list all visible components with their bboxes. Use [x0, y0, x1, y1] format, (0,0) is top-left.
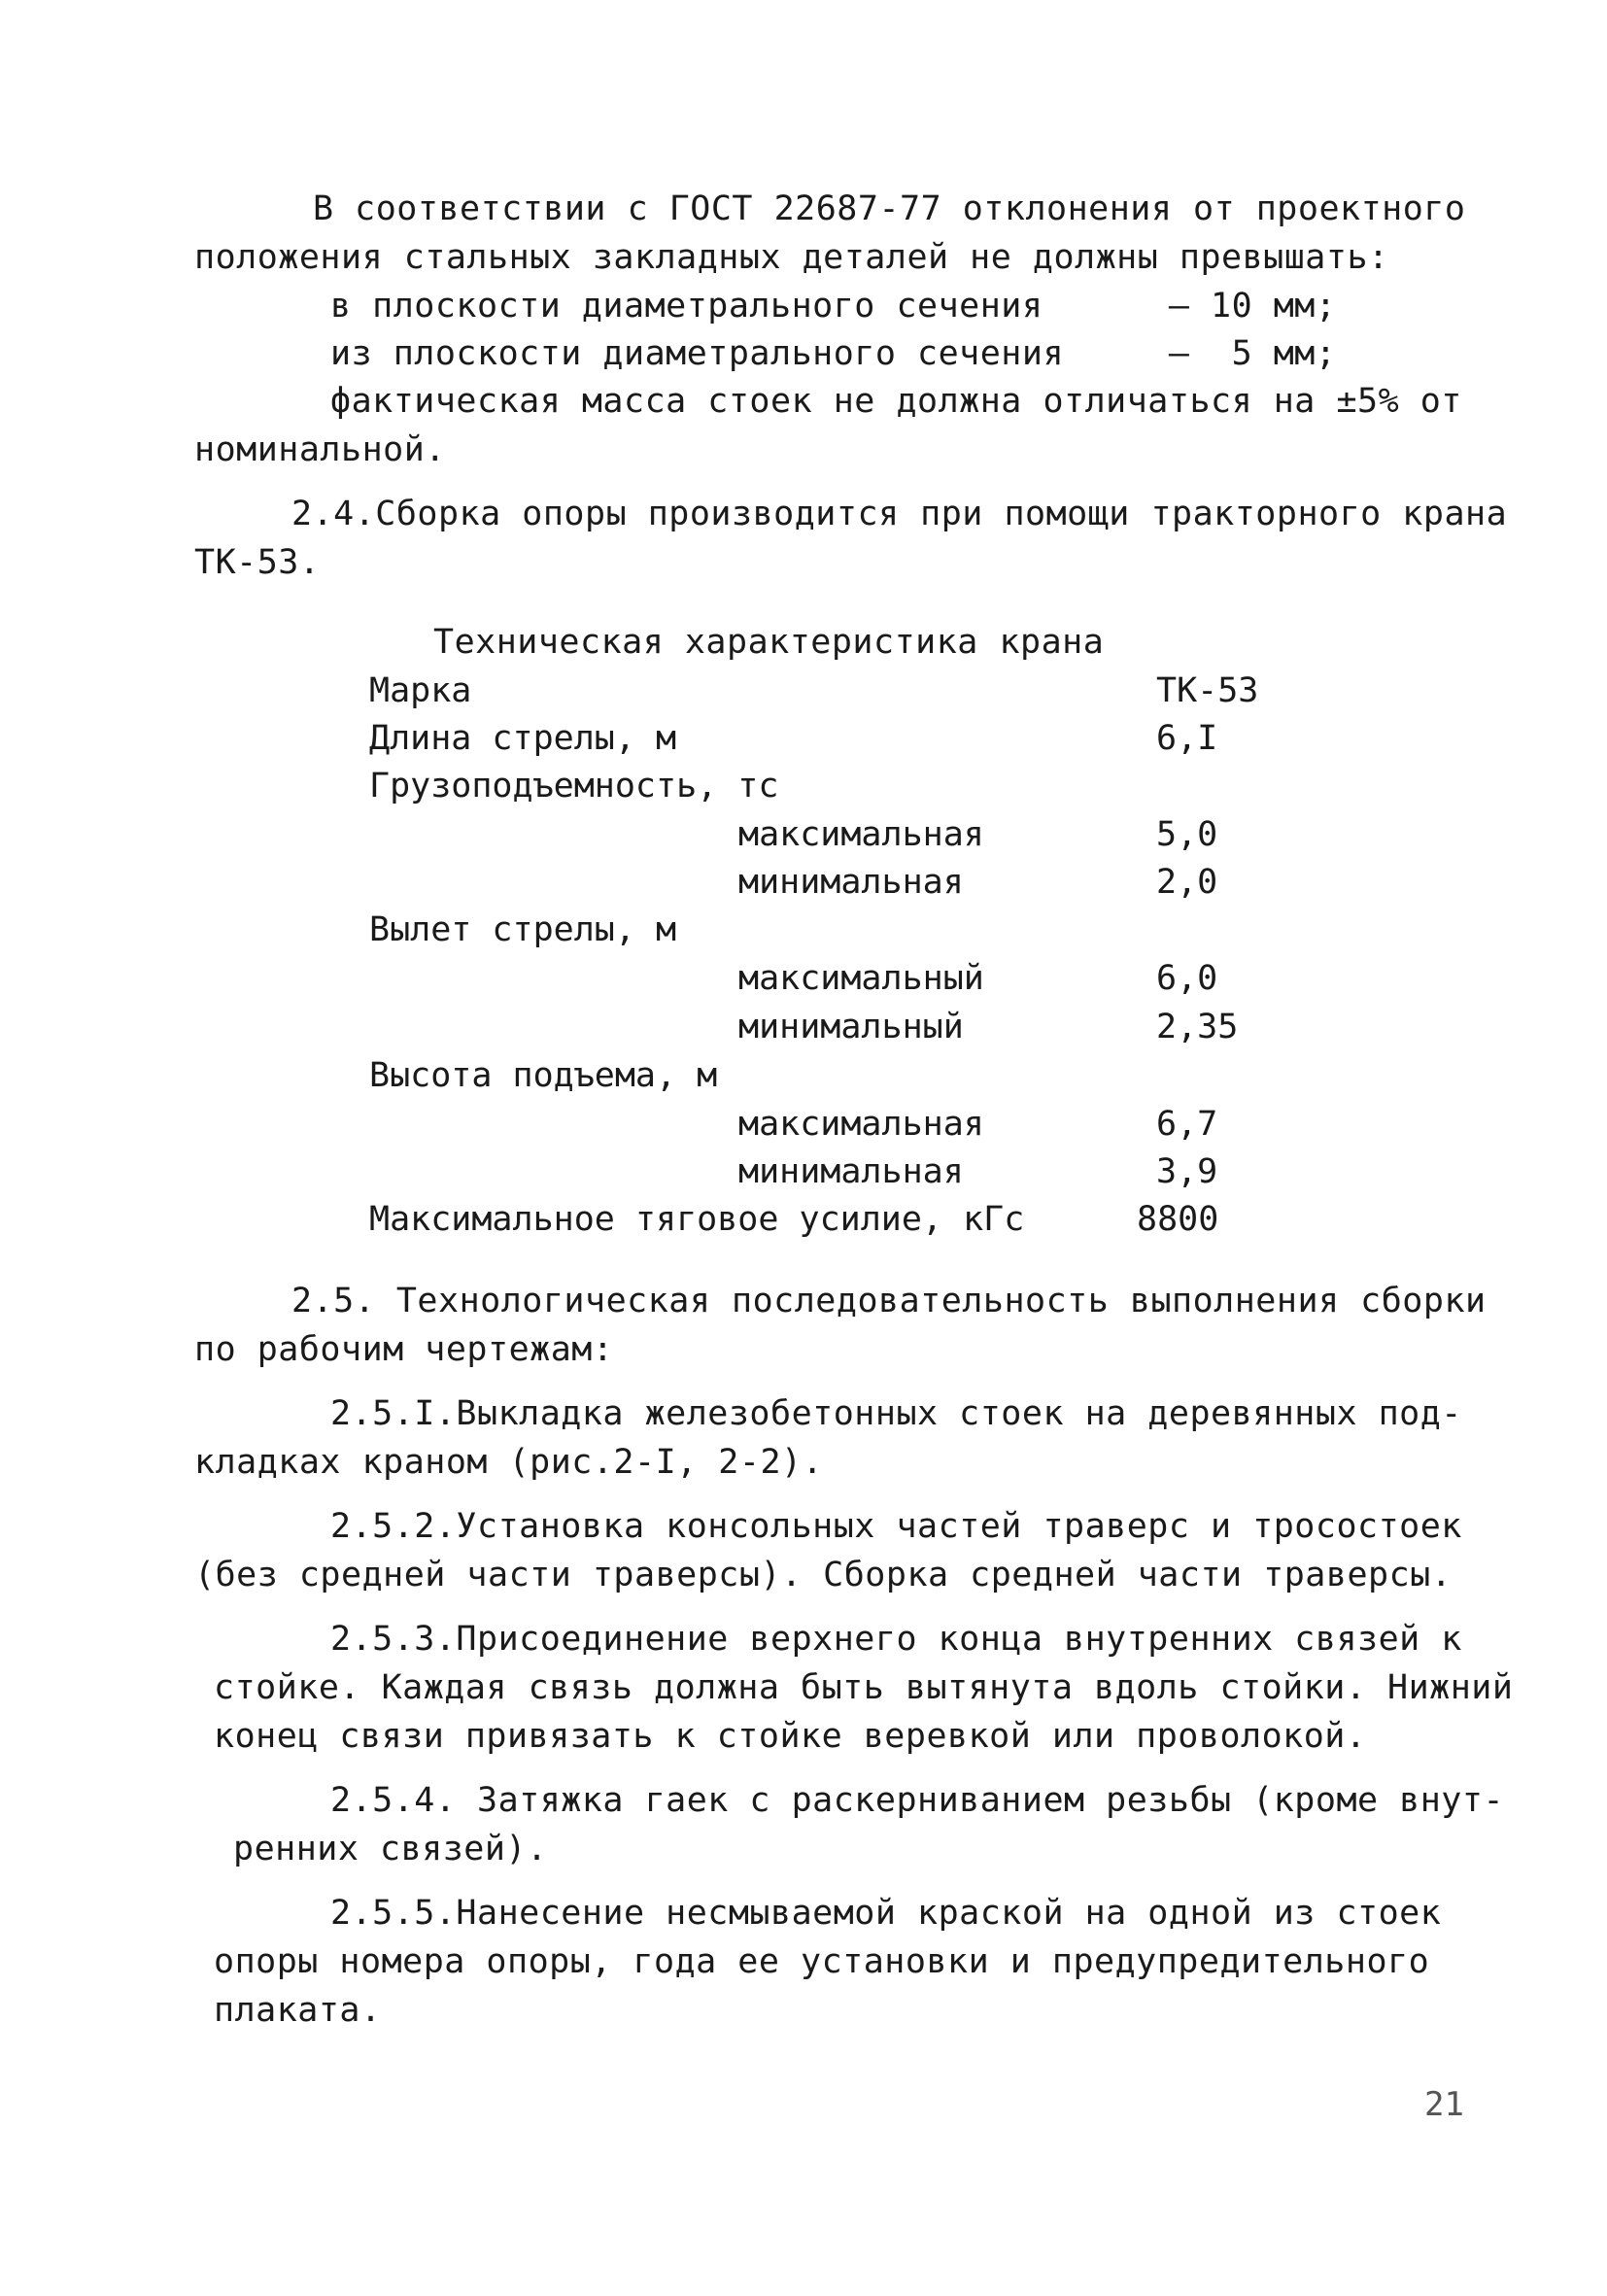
paragraph-line: ренних связей). — [233, 1830, 548, 1868]
paragraph-line: ТК-53. — [194, 543, 321, 582]
table-row-label: минимальная — [738, 863, 964, 902]
paragraph-line: по рабочим чертежам: — [194, 1330, 614, 1369]
paragraph-line: В соответствии с ГОСТ 22687-77 отклонения от проектного — [313, 189, 1466, 228]
paragraph-line: кладках краном (рис.2-I, 2-2). — [194, 1443, 824, 1482]
paragraph-line: 2.4.Сборка опоры производится при помощи тракторного крана — [291, 495, 1508, 533]
paragraph-line: 2.5.3.Присоединение верхнего конца внутренних связей к — [330, 1620, 1462, 1659]
table-row-value: 2,35 — [1156, 1008, 1239, 1046]
paragraph-line: номинальной. — [194, 430, 446, 469]
table-row-label: максимальная — [738, 1105, 984, 1144]
paragraph-line: из плоскости диаметрального сечения – 5 мм; — [330, 334, 1337, 373]
table-row-value: 6,7 — [1156, 1105, 1218, 1144]
table-row-label: Вылет стрелы, м — [369, 910, 677, 949]
paragraph-line: 2.5.4. Затяжка гаек с раскерниванием резьбы (кроме внут- — [330, 1781, 1505, 1820]
paragraph-line: опоры номера опоры, года ее установки и предупредительного — [214, 1942, 1430, 1981]
table-row-label: минимальная — [738, 1152, 964, 1191]
table-row-value: 6,0 — [1156, 959, 1218, 998]
table-title: Техническая характеристика крана — [433, 623, 1105, 662]
table-row-label: Высота подъема, м — [369, 1056, 718, 1095]
table-row-value: ТК-53 — [1156, 671, 1259, 710]
paragraph-line: (без средней части траверсы). Сборка средней части траверсы. — [194, 1556, 1453, 1594]
paragraph-line: 2.5.2.Установка консольных частей траверс и тросостоек — [330, 1507, 1462, 1546]
paragraph-line: стойке. Каждая связь должна быть вытянута вдоль стойки. Нижний — [214, 1668, 1514, 1707]
table-row-label: Марка — [369, 671, 472, 710]
paragraph-line: 2.5. Технологическая последовательность выполнения сборки — [291, 1282, 1487, 1320]
table-row-label: максимальный — [738, 959, 984, 998]
table-row-value: 2,0 — [1156, 863, 1218, 902]
table-row-label: Грузоподъемность, тс — [369, 767, 779, 805]
paragraph-line: плаката. — [214, 1991, 382, 2030]
paragraph-line: положения стальных закладных деталей не должны превышать: — [194, 238, 1389, 277]
page-number: 21 — [1424, 2085, 1464, 2124]
paragraph-line: конец связи привязать к стойке веревкой или проволокой. — [214, 1717, 1367, 1756]
table-row-label: минимальный — [738, 1008, 964, 1046]
paragraph-line: фактическая масса стоек не должна отличаться на ±5% от — [330, 382, 1462, 421]
table-row-label: Длина стрелы, м — [369, 719, 677, 758]
table-row-value: 3,9 — [1156, 1152, 1218, 1191]
table-row-value: 6,I — [1156, 719, 1218, 758]
paragraph-line: 2.5.I.Выкладка железобетонных стоек на деревянных под- — [330, 1394, 1462, 1433]
table-row-value: 5,0 — [1156, 815, 1218, 854]
table-row-label: Максимальное тяговое усилие, кГс — [369, 1200, 1025, 1239]
table-row-value: 8800 — [1137, 1200, 1219, 1239]
table-row-label: максимальная — [738, 815, 984, 854]
paragraph-line: 2.5.5.Нанесение несмываемой краской на одной из стоек — [330, 1894, 1442, 1933]
paragraph-line: в плоскости диаметрального сечения – 10 мм; — [330, 287, 1337, 326]
